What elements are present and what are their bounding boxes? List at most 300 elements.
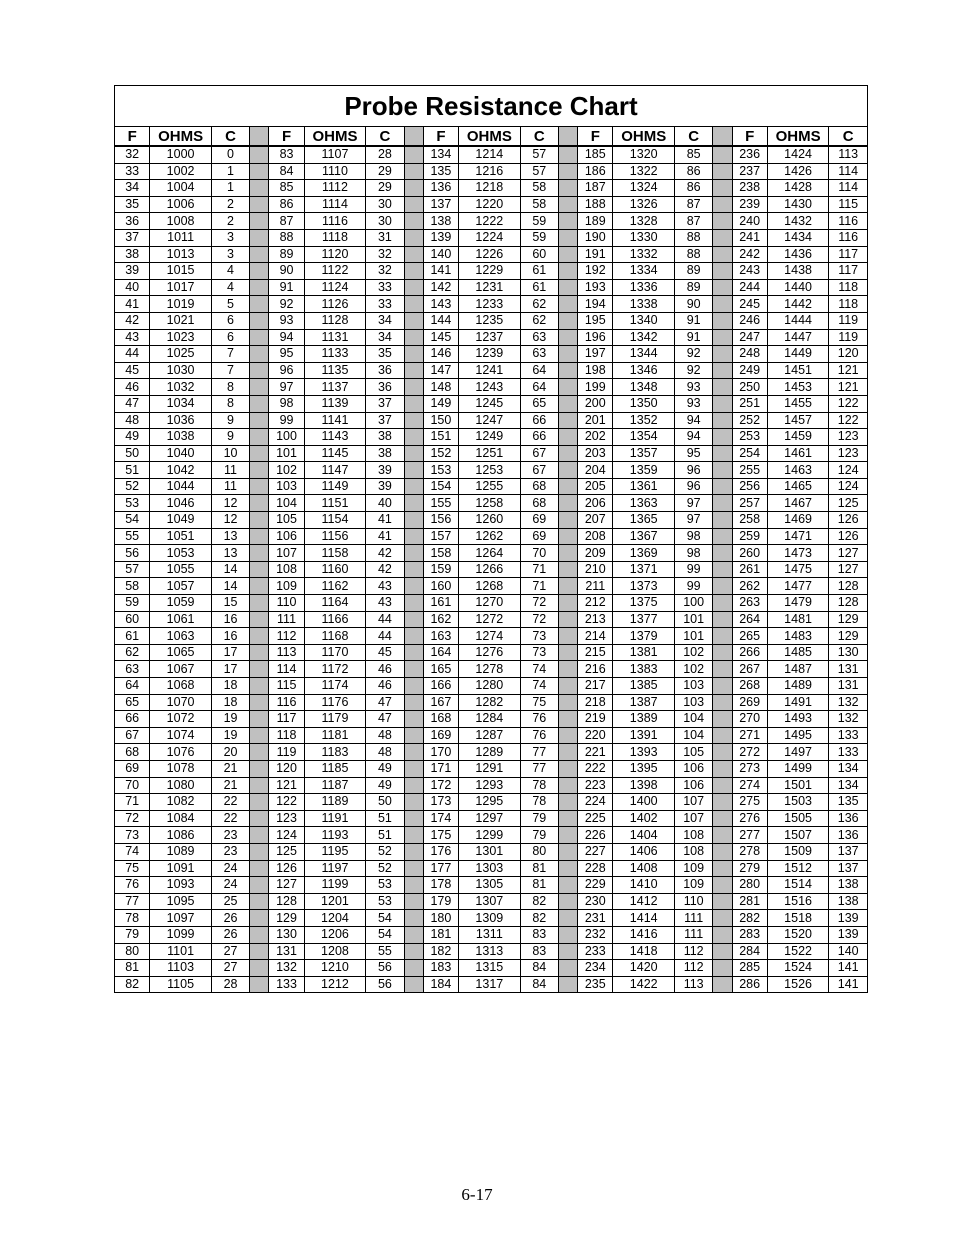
celsius-cell: 104 <box>674 727 712 744</box>
column-separator <box>713 777 732 794</box>
ohms-cell: 1391 <box>613 727 675 744</box>
column-separator <box>250 578 269 595</box>
column-separator <box>558 860 577 877</box>
ohms-cell: 1145 <box>304 445 366 462</box>
column-separator <box>404 578 423 595</box>
celsius-cell: 111 <box>674 926 712 943</box>
ohms-cell: 1099 <box>150 926 212 943</box>
fahrenheit-cell: 245 <box>732 296 767 313</box>
fahrenheit-cell: 112 <box>269 628 304 645</box>
column-separator <box>558 196 577 213</box>
fahrenheit-cell: 261 <box>732 561 767 578</box>
celsius-cell: 2 <box>211 196 249 213</box>
celsius-cell: 83 <box>520 943 558 960</box>
celsius-cell: 91 <box>674 329 712 346</box>
fahrenheit-cell: 114 <box>269 661 304 678</box>
celsius-cell: 106 <box>674 760 712 777</box>
column-separator <box>713 512 732 529</box>
fahrenheit-cell: 240 <box>732 213 767 230</box>
fahrenheit-cell: 111 <box>269 611 304 628</box>
fahrenheit-cell: 229 <box>578 877 613 894</box>
fahrenheit-cell: 201 <box>578 412 613 429</box>
celsius-cell: 23 <box>211 843 249 860</box>
fahrenheit-cell: 268 <box>732 678 767 695</box>
fahrenheit-cell: 153 <box>423 462 458 479</box>
ohms-cell: 1008 <box>150 213 212 230</box>
column-separator <box>558 777 577 794</box>
column-separator <box>250 545 269 562</box>
fahrenheit-cell: 37 <box>115 229 150 246</box>
fahrenheit-cell: 83 <box>269 146 304 163</box>
ohms-cell: 1023 <box>150 329 212 346</box>
fahrenheit-cell: 59 <box>115 595 150 612</box>
column-separator <box>404 827 423 844</box>
ohms-cell: 1357 <box>613 445 675 462</box>
fahrenheit-cell: 176 <box>423 843 458 860</box>
column-separator <box>713 976 732 993</box>
fahrenheit-cell: 272 <box>732 744 767 761</box>
celsius-cell: 11 <box>211 462 249 479</box>
table-row <box>115 196 868 213</box>
column-separator <box>558 794 577 811</box>
column-separator <box>250 727 269 744</box>
celsius-cell: 9 <box>211 412 249 429</box>
fahrenheit-cell: 66 <box>115 711 150 728</box>
table-row <box>115 893 868 910</box>
fahrenheit-cell: 216 <box>578 661 613 678</box>
celsius-cell: 33 <box>366 296 404 313</box>
column-separator <box>713 213 732 230</box>
column-separator <box>404 595 423 612</box>
celsius-cell: 1 <box>211 163 249 180</box>
ohms-cell: 1326 <box>613 196 675 213</box>
ohms-cell: 1442 <box>767 296 829 313</box>
column-separator <box>404 362 423 379</box>
column-separator <box>713 395 732 412</box>
ohms-cell: 1044 <box>150 478 212 495</box>
celsius-cell: 4 <box>211 279 249 296</box>
column-separator <box>713 429 732 446</box>
ohms-cell: 1491 <box>767 694 829 711</box>
column-separator <box>558 711 577 728</box>
fahrenheit-cell: 136 <box>423 180 458 197</box>
column-separator <box>558 528 577 545</box>
fahrenheit-cell: 173 <box>423 794 458 811</box>
celsius-cell: 114 <box>829 180 868 197</box>
ohms-cell: 1019 <box>150 296 212 313</box>
table-row <box>115 279 868 296</box>
fahrenheit-cell: 244 <box>732 279 767 296</box>
column-separator <box>713 744 732 761</box>
column-separator <box>250 346 269 363</box>
ohms-cell: 1524 <box>767 960 829 977</box>
celsius-cell: 103 <box>674 694 712 711</box>
celsius-cell: 127 <box>829 561 868 578</box>
fahrenheit-cell: 127 <box>269 877 304 894</box>
celsius-cell: 36 <box>366 362 404 379</box>
ohms-cell: 1373 <box>613 578 675 595</box>
ohms-cell: 1420 <box>613 960 675 977</box>
celsius-cell: 21 <box>211 760 249 777</box>
fahrenheit-cell: 121 <box>269 777 304 794</box>
fahrenheit-cell: 51 <box>115 462 150 479</box>
celsius-cell: 66 <box>520 429 558 446</box>
ohms-cell: 1354 <box>613 429 675 446</box>
ohms-cell: 1030 <box>150 362 212 379</box>
ohms-cell: 1197 <box>304 860 366 877</box>
fahrenheit-cell: 251 <box>732 395 767 412</box>
column-separator <box>250 960 269 977</box>
column-separator <box>713 960 732 977</box>
table-row <box>115 810 868 827</box>
ohms-cell: 1122 <box>304 263 366 280</box>
celsius-cell: 133 <box>829 744 868 761</box>
fahrenheit-cell: 271 <box>732 727 767 744</box>
fahrenheit-cell: 247 <box>732 329 767 346</box>
column-separator <box>713 943 732 960</box>
column-separator <box>250 744 269 761</box>
celsius-cell: 31 <box>366 229 404 246</box>
table-row <box>115 678 868 695</box>
ohms-cell: 1389 <box>613 711 675 728</box>
column-separator <box>713 180 732 197</box>
ohms-cell: 1084 <box>150 810 212 827</box>
column-separator <box>250 777 269 794</box>
celsius-cell: 67 <box>520 445 558 462</box>
celsius-cell: 47 <box>366 711 404 728</box>
celsius-cell: 116 <box>829 213 868 230</box>
column-separator <box>250 860 269 877</box>
celsius-cell: 59 <box>520 213 558 230</box>
ohms-cell: 1280 <box>459 678 521 695</box>
fahrenheit-cell: 65 <box>115 694 150 711</box>
column-separator <box>558 760 577 777</box>
fahrenheit-cell: 80 <box>115 943 150 960</box>
ohms-cell: 1006 <box>150 196 212 213</box>
fahrenheit-cell: 82 <box>115 976 150 993</box>
celsius-cell: 121 <box>829 362 868 379</box>
fahrenheit-cell: 162 <box>423 611 458 628</box>
ohms-cell: 1241 <box>459 362 521 379</box>
ohms-cell: 1295 <box>459 794 521 811</box>
column-separator <box>558 910 577 927</box>
ohms-cell: 1272 <box>459 611 521 628</box>
column-header-c: C <box>366 127 404 147</box>
celsius-cell: 42 <box>366 561 404 578</box>
column-separator <box>558 279 577 296</box>
celsius-cell: 3 <box>211 229 249 246</box>
ohms-cell: 1287 <box>459 727 521 744</box>
ohms-cell: 1289 <box>459 744 521 761</box>
ohms-cell: 1313 <box>459 943 521 960</box>
fahrenheit-cell: 219 <box>578 711 613 728</box>
column-separator <box>404 877 423 894</box>
fahrenheit-cell: 133 <box>269 976 304 993</box>
fahrenheit-cell: 270 <box>732 711 767 728</box>
column-separator <box>713 296 732 313</box>
celsius-cell: 120 <box>829 346 868 363</box>
table-row <box>115 362 868 379</box>
fahrenheit-cell: 92 <box>269 296 304 313</box>
column-separator <box>404 644 423 661</box>
fahrenheit-cell: 276 <box>732 810 767 827</box>
celsius-cell: 107 <box>674 810 712 827</box>
fahrenheit-cell: 35 <box>115 196 150 213</box>
celsius-cell: 112 <box>674 960 712 977</box>
ohms-cell: 1284 <box>459 711 521 728</box>
ohms-cell: 1406 <box>613 843 675 860</box>
ohms-cell: 1105 <box>150 976 212 993</box>
celsius-cell: 56 <box>366 960 404 977</box>
ohms-cell: 1036 <box>150 412 212 429</box>
column-separator <box>404 926 423 943</box>
celsius-cell: 109 <box>674 860 712 877</box>
celsius-cell: 43 <box>366 595 404 612</box>
ohms-cell: 1503 <box>767 794 829 811</box>
ohms-cell: 1375 <box>613 595 675 612</box>
column-separator <box>713 926 732 943</box>
ohms-cell: 1135 <box>304 362 366 379</box>
fahrenheit-cell: 129 <box>269 910 304 927</box>
fahrenheit-cell: 46 <box>115 379 150 396</box>
fahrenheit-cell: 89 <box>269 246 304 263</box>
ohms-cell: 1107 <box>304 146 366 163</box>
column-separator <box>713 727 732 744</box>
ohms-cell: 1204 <box>304 910 366 927</box>
column-separator <box>404 229 423 246</box>
fahrenheit-cell: 91 <box>269 279 304 296</box>
celsius-cell: 44 <box>366 611 404 628</box>
column-separator <box>558 163 577 180</box>
table-row <box>115 960 868 977</box>
fahrenheit-cell: 224 <box>578 794 613 811</box>
column-separator <box>713 495 732 512</box>
column-separator <box>558 263 577 280</box>
celsius-cell: 111 <box>674 910 712 927</box>
celsius-cell: 57 <box>520 146 558 163</box>
celsius-cell: 119 <box>829 329 868 346</box>
column-separator <box>404 893 423 910</box>
ohms-cell: 1226 <box>459 246 521 263</box>
celsius-cell: 37 <box>366 395 404 412</box>
celsius-cell: 74 <box>520 661 558 678</box>
column-header-c: C <box>211 127 249 147</box>
column-separator <box>404 196 423 213</box>
table-row <box>115 926 868 943</box>
column-separator <box>713 362 732 379</box>
column-separator <box>713 910 732 927</box>
column-header-f: F <box>423 127 458 147</box>
ohms-cell: 1147 <box>304 462 366 479</box>
column-separator <box>250 412 269 429</box>
celsius-cell: 84 <box>520 976 558 993</box>
fahrenheit-cell: 191 <box>578 246 613 263</box>
ohms-cell: 1208 <box>304 943 366 960</box>
fahrenheit-cell: 265 <box>732 628 767 645</box>
column-separator <box>713 694 732 711</box>
celsius-cell: 27 <box>211 943 249 960</box>
fahrenheit-cell: 281 <box>732 893 767 910</box>
celsius-cell: 26 <box>211 910 249 927</box>
celsius-cell: 13 <box>211 545 249 562</box>
fahrenheit-cell: 275 <box>732 794 767 811</box>
column-separator <box>404 412 423 429</box>
column-separator <box>713 810 732 827</box>
ohms-cell: 1251 <box>459 445 521 462</box>
celsius-cell: 61 <box>520 279 558 296</box>
column-separator <box>404 312 423 329</box>
fahrenheit-cell: 208 <box>578 528 613 545</box>
fahrenheit-cell: 206 <box>578 495 613 512</box>
fahrenheit-cell: 286 <box>732 976 767 993</box>
fahrenheit-cell: 174 <box>423 810 458 827</box>
fahrenheit-cell: 149 <box>423 395 458 412</box>
ohms-cell: 1239 <box>459 346 521 363</box>
celsius-cell: 16 <box>211 628 249 645</box>
ohms-cell: 1264 <box>459 545 521 562</box>
column-separator <box>404 960 423 977</box>
ohms-cell: 1139 <box>304 395 366 412</box>
fahrenheit-cell: 141 <box>423 263 458 280</box>
column-separator <box>713 644 732 661</box>
column-separator <box>558 628 577 645</box>
fahrenheit-cell: 195 <box>578 312 613 329</box>
column-separator <box>250 678 269 695</box>
ohms-cell: 1493 <box>767 711 829 728</box>
column-separator <box>713 445 732 462</box>
celsius-cell: 10 <box>211 445 249 462</box>
fahrenheit-cell: 128 <box>269 893 304 910</box>
ohms-cell: 1233 <box>459 296 521 313</box>
fahrenheit-cell: 132 <box>269 960 304 977</box>
fahrenheit-cell: 68 <box>115 744 150 761</box>
celsius-cell: 56 <box>366 976 404 993</box>
ohms-cell: 1461 <box>767 445 829 462</box>
ohms-cell: 1266 <box>459 561 521 578</box>
ohms-cell: 1057 <box>150 578 212 595</box>
column-separator <box>558 611 577 628</box>
fahrenheit-cell: 62 <box>115 644 150 661</box>
ohms-cell: 1301 <box>459 843 521 860</box>
fahrenheit-cell: 285 <box>732 960 767 977</box>
column-separator <box>558 127 577 147</box>
celsius-cell: 33 <box>366 279 404 296</box>
fahrenheit-cell: 142 <box>423 279 458 296</box>
celsius-cell: 85 <box>674 146 712 163</box>
table-row <box>115 379 868 396</box>
column-separator <box>404 843 423 860</box>
fahrenheit-cell: 90 <box>269 263 304 280</box>
fahrenheit-cell: 210 <box>578 561 613 578</box>
fahrenheit-cell: 243 <box>732 263 767 280</box>
celsius-cell: 131 <box>829 678 868 695</box>
column-separator <box>250 445 269 462</box>
fahrenheit-cell: 242 <box>732 246 767 263</box>
ohms-cell: 1434 <box>767 229 829 246</box>
ohms-cell: 1093 <box>150 877 212 894</box>
fahrenheit-cell: 175 <box>423 827 458 844</box>
fahrenheit-cell: 72 <box>115 810 150 827</box>
celsius-cell: 68 <box>520 478 558 495</box>
celsius-cell: 62 <box>520 296 558 313</box>
celsius-cell: 5 <box>211 296 249 313</box>
celsius-cell: 4 <box>211 263 249 280</box>
ohms-cell: 1245 <box>459 395 521 412</box>
fahrenheit-cell: 230 <box>578 893 613 910</box>
fahrenheit-cell: 93 <box>269 312 304 329</box>
ohms-cell: 1363 <box>613 495 675 512</box>
fahrenheit-cell: 32 <box>115 146 150 163</box>
celsius-cell: 89 <box>674 279 712 296</box>
table-row <box>115 910 868 927</box>
fahrenheit-cell: 73 <box>115 827 150 844</box>
ohms-cell: 1000 <box>150 146 212 163</box>
column-separator <box>250 561 269 578</box>
ohms-cell: 1305 <box>459 877 521 894</box>
ohms-cell: 1336 <box>613 279 675 296</box>
celsius-cell: 1 <box>211 180 249 197</box>
celsius-cell: 38 <box>366 445 404 462</box>
ohms-cell: 1315 <box>459 960 521 977</box>
celsius-cell: 93 <box>674 395 712 412</box>
ohms-cell: 1114 <box>304 196 366 213</box>
column-separator <box>558 512 577 529</box>
column-separator <box>250 926 269 943</box>
ohms-cell: 1258 <box>459 495 521 512</box>
column-separator <box>404 146 423 163</box>
ohms-cell: 1381 <box>613 644 675 661</box>
column-separator <box>713 578 732 595</box>
fahrenheit-cell: 181 <box>423 926 458 943</box>
column-separator <box>404 545 423 562</box>
ohms-cell: 1051 <box>150 528 212 545</box>
fahrenheit-cell: 152 <box>423 445 458 462</box>
table-row <box>115 943 868 960</box>
column-separator <box>250 644 269 661</box>
column-separator <box>558 744 577 761</box>
celsius-cell: 72 <box>520 611 558 628</box>
fahrenheit-cell: 193 <box>578 279 613 296</box>
ohms-cell: 1220 <box>459 196 521 213</box>
column-separator <box>558 943 577 960</box>
ohms-cell: 1268 <box>459 578 521 595</box>
celsius-cell: 116 <box>829 229 868 246</box>
fahrenheit-cell: 188 <box>578 196 613 213</box>
fahrenheit-cell: 157 <box>423 528 458 545</box>
column-separator <box>404 744 423 761</box>
column-separator <box>558 595 577 612</box>
fahrenheit-cell: 231 <box>578 910 613 927</box>
fahrenheit-cell: 76 <box>115 877 150 894</box>
column-separator <box>404 379 423 396</box>
ohms-cell: 1455 <box>767 395 829 412</box>
ohms-cell: 1440 <box>767 279 829 296</box>
ohms-cell: 1156 <box>304 528 366 545</box>
column-separator <box>558 545 577 562</box>
ohms-cell: 1276 <box>459 644 521 661</box>
fahrenheit-cell: 113 <box>269 644 304 661</box>
ohms-cell: 1412 <box>613 893 675 910</box>
column-separator <box>250 279 269 296</box>
table-row <box>115 412 868 429</box>
ohms-cell: 1416 <box>613 926 675 943</box>
ohms-cell: 1187 <box>304 777 366 794</box>
ohms-cell: 1231 <box>459 279 521 296</box>
ohms-cell: 1170 <box>304 644 366 661</box>
celsius-cell: 21 <box>211 777 249 794</box>
fahrenheit-cell: 140 <box>423 246 458 263</box>
column-separator <box>404 678 423 695</box>
